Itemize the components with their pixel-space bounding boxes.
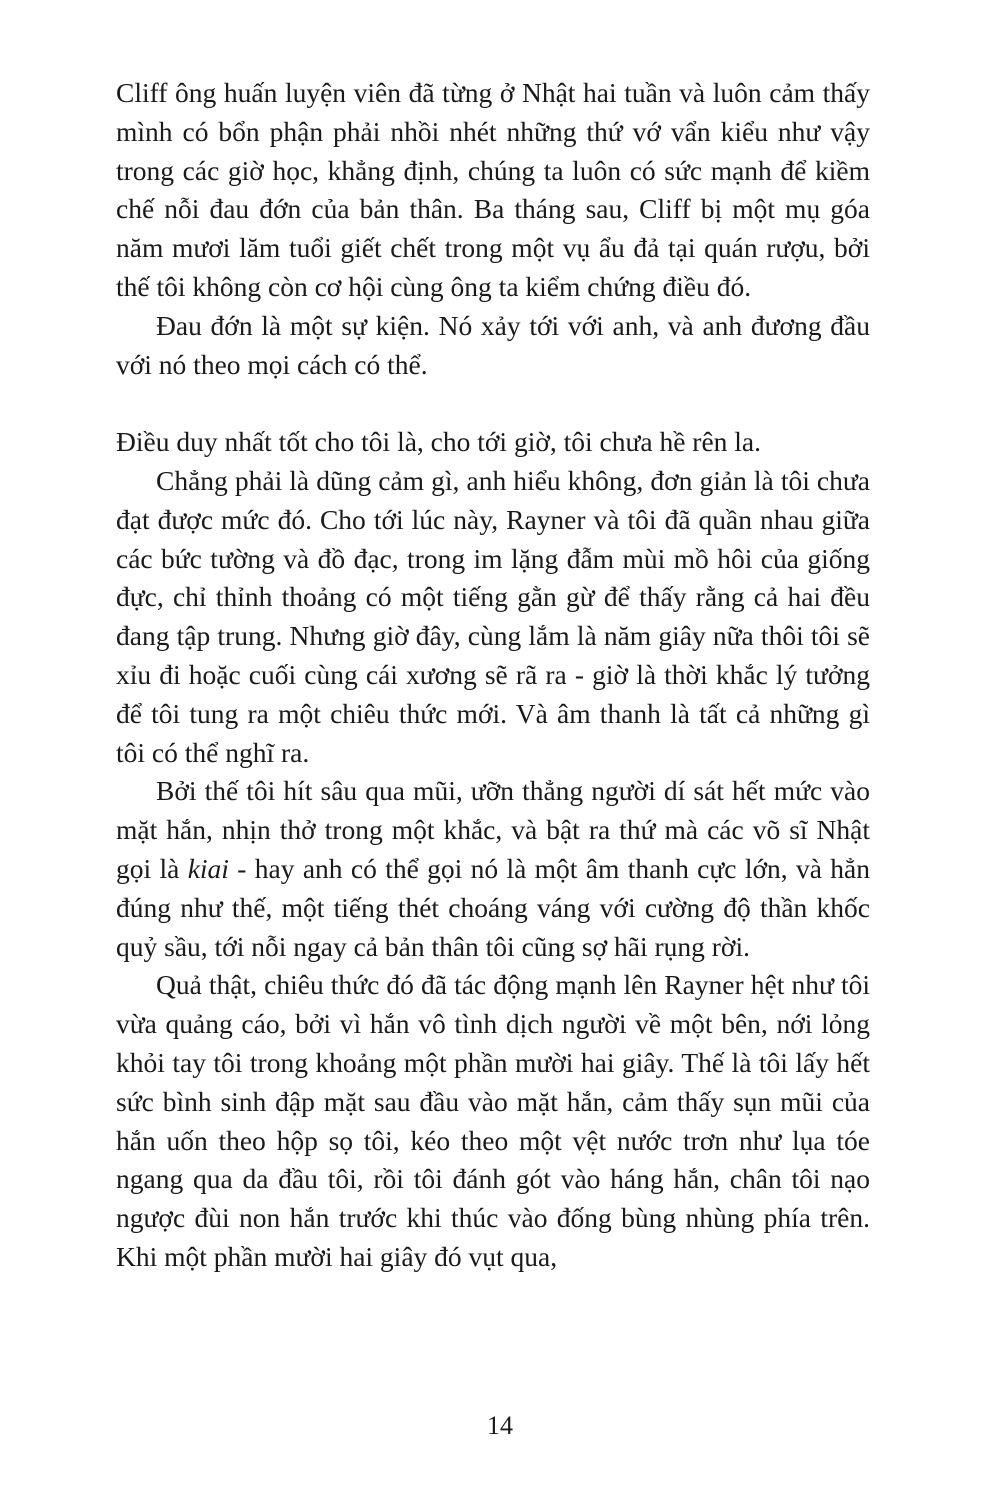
paragraph-5-text-after: - hay anh có thể gọi nó là một âm thanh cực lớn, và hẳn đúng như thế, một tiếng thét choáng váng với cường độ thần khốc quỷ sầu, tới nỗi ngay cả bản thân tôi cũng sợ hãi rụng rời. [116, 852, 870, 962]
body-text [116, 74, 870, 1277]
page-number: 14 [487, 1411, 513, 1440]
paragraph-5-italic-term: kiai [187, 852, 229, 884]
section-break [116, 384, 870, 423]
paragraph-3: Điều duy nhất tốt cho tôi là, cho tới giờ, tôi chưa hề rên la. [116, 426, 762, 458]
paragraph-5-text-before: Bởi thế tôi hít sâu qua mũi, ưỡn thẳng người dí sát hết mức vào mặt hắn, nhịn thở trong một khắc, và bật ra thứ mà các võ sĩ Nhật gọi là [116, 775, 870, 884]
paragraph-2: Đau đớn là một sự kiện. Nó xảy tới với anh, và anh đương đầu với nó theo mọi cách có thể. [116, 309, 870, 380]
paragraph-5 [116, 772, 870, 966]
paragraph-4: Chẳng phải là dũng cảm gì, anh hiểu không, đơn giản là tôi chưa đạt được mức đó. Cho tới lúc này, Rayner và tôi đã quần nhau giữa các bức tường và đồ đạc, trong im lặng đẫm mùi mồ hôi của giống đực, chỉ thỉnh thoảng có một tiếng gằn gừ để thấy rằng cả hai đều đang tập trung. Nhưng giờ đây, cùng lắm là năm giây nữa thôi tôi sẽ xỉu đi hoặc cuối cùng cái xương sẽ rã ra - giờ là thời khắc lý tưởng để tôi tung ra một chiêu thức mới. Và âm thanh là tất cả những gì tôi có thể nghĩ ra. [116, 464, 870, 768]
paragraph-6: Quả thật, chiêu thức đó đã tác động mạnh lên Rayner hệt như tôi vừa quảng cáo, bởi vì hắn vô tình dịch người về một bên, nới lỏng khỏi tay tôi trong khoảng một phần mười hai giây. Thế là tôi lấy hết sức bình sinh đập mặt sau đầu vào mặt hắn, cảm thấy sụn mũi của hắn uốn theo hộp sọ tôi, kéo theo một vệt nước trơn như lụa tóe ngang qua da đầu tôi, rồi tôi đánh gót vào háng hắn, chân tôi nạo ngược đùi non hắn trước khi thúc vào đống bùng nhùng phía trên. Khi một phần mười hai giây đó vụt qua, [116, 969, 870, 1272]
paragraph-1: Cliff ông huấn luyện viên đã từng ở Nhật hai tuần và luôn cảm thấy mình có bổn phận phải nhồi nhét những thứ vớ vẩn kiểu như vậy trong các giờ học, khẳng định, chúng ta luôn có sức mạnh để kiềm chế nỗi đau đớn của bản thân. Ba tháng sau, Cliff bị một mụ góa năm mươi lăm tuổi giết chết trong một vụ ẩu đả tại quán rượu, bởi thế tôi không còn cơ hội cùng ông ta kiểm chứng điều đó. [116, 77, 870, 302]
